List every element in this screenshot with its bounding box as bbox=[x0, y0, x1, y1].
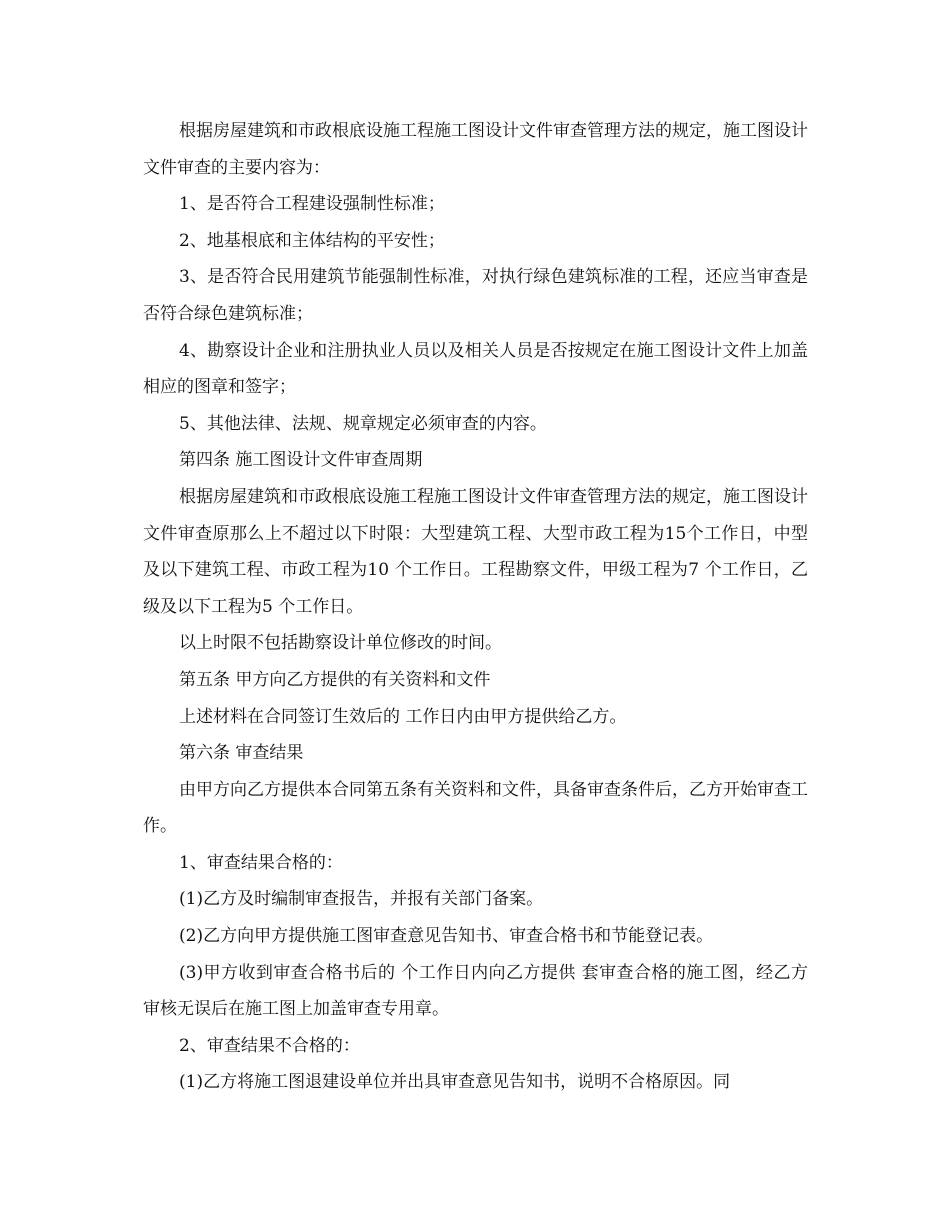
paragraph-17: (3)甲方收到审查合格书后的 个工作日内向乙方提供 套审查合格的施工图，经乙方审核无误后在施工图上加盖审查专用章。 bbox=[143, 962, 808, 1020]
paragraph-1: 根据房屋建筑和市政根底设施工程施工图设计文件审查管理方法的规定，施工图设计文件审查的主要内容为： bbox=[143, 121, 808, 178]
paragraph-15: (1)乙方及时编制审查报告，并报有关部门备案。 bbox=[179, 889, 544, 910]
article-5-heading: 第五条 甲方向乙方提供的有关资料和文件 bbox=[179, 669, 491, 690]
paragraph-4: 3、是否符合民用建筑节能强制性标准，对执行绿色建筑标准的工程，还应当审查是否符合绿色建筑标准； bbox=[143, 267, 808, 324]
article-4-heading: 第四条 施工图设计文件审查周期 bbox=[179, 450, 423, 471]
paragraph-5: 4、勘察设计企业和注册执业人员以及相关人员是否按规定在施工图设计文件上加盖相应的图章和签字； bbox=[143, 340, 808, 398]
paragraph-6: 5、其他法律、法规、规章规定必须审查的内容。 bbox=[179, 413, 547, 434]
paragraph-3: 2、地基根底和主体结构的平安性； bbox=[179, 230, 445, 251]
paragraph-13: 由甲方向乙方提供本合同第五条有关资料和文件，具备审查条件后，乙方开始审查工作。 bbox=[143, 779, 808, 837]
article-6-heading: 第六条 审查结果 bbox=[179, 743, 304, 764]
document-page bbox=[143, 113, 808, 1101]
paragraph-9: 以上时限不包括勘察设计单位修改的时间。 bbox=[179, 633, 502, 654]
paragraph-2: 1、是否符合工程建设强制性标准； bbox=[179, 194, 445, 215]
paragraph-8: 根据房屋建筑和市政根底设施工程施工图设计文件审查管理方法的规定，施工图设计文件审查原那么上不超过以下时限：大型建筑工程、大型市政工程为15个工作日，中型及以下建筑工程、市政工程为10 个工作日。工程勘察文件，甲级工程为7 个工作日，乙级及以下工程为5 个工作日。 bbox=[143, 486, 808, 617]
paragraph-16: (2)乙方向甲方提供施工图审查意见告知书、审查合格书和节能登记表。 bbox=[179, 926, 714, 947]
paragraph-14: 1、审查结果合格的： bbox=[179, 852, 343, 873]
paragraph-11: 上述材料在合同签订生效后的 工作日内由甲方提供给乙方。 bbox=[179, 706, 627, 727]
paragraph-18: 2、审查结果不合格的： bbox=[179, 1035, 360, 1056]
paragraph-19: (1)乙方将施工图退建设单位并出具审查意见告知书，说明不合格原因。同 bbox=[179, 1072, 731, 1093]
